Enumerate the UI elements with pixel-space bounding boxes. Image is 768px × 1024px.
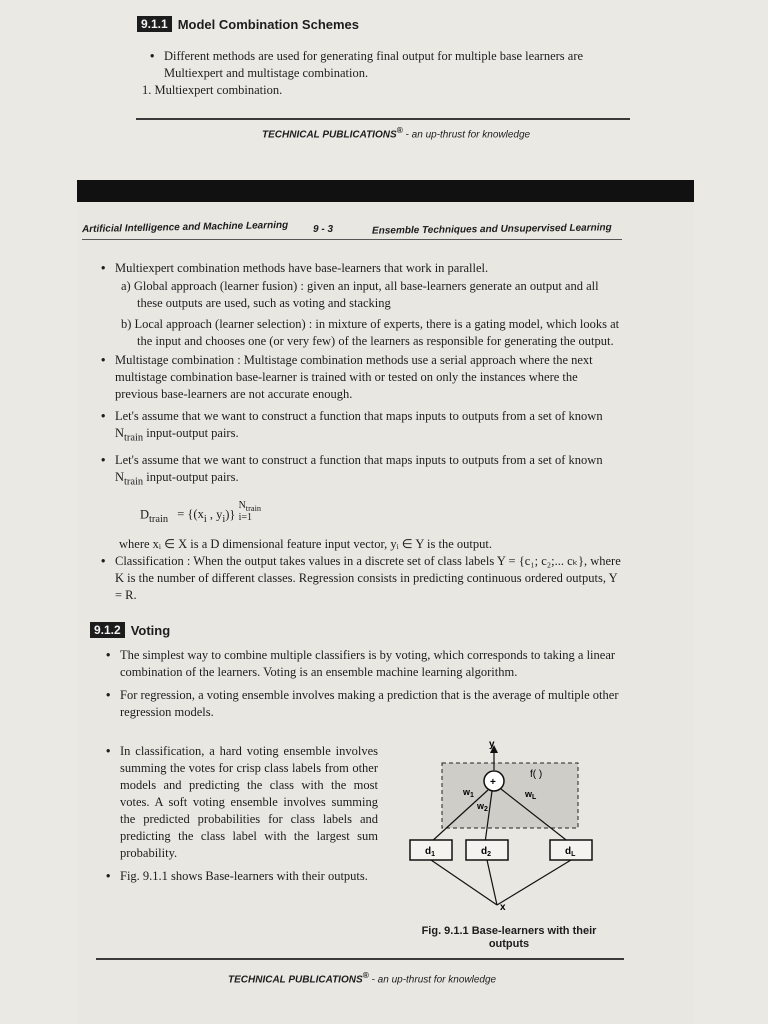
running-header-left: Artificial Intelligence and Machine Learning [81,219,289,236]
label-wl: $w_L$ [525,789,537,801]
label-x: x [500,902,506,913]
top-numbered-item: 1. Multiexpert combination. [142,83,283,97]
main-body [101,260,621,490]
top-footer: TECHNICAL PUBLICATIONS® - an up-thrust for knowledge [262,125,531,141]
section-number: 9.1.1 [137,16,172,32]
label-dl: $d_L$ [565,846,576,858]
section-heading-9-1-2 [90,622,170,638]
bullet-voting-2: • For regression, a voting ensemble involves making a prediction that is the average of multiple other regression models. [106,687,622,721]
base-learners-diagram [400,735,620,935]
edge-x-dl [497,860,571,905]
edge-x-d2 [487,860,497,905]
voting-section-title: Voting [130,622,171,638]
global-approach: a) Global approach (learner fusion) : given an input, all base-learners generate an output and all these outputs are used, such as voting and stacking [121,279,599,310]
bullet-construct-2: • Let's assume that we want to construct a function that maps inputs to outputs from a set of known $N_{train}$ input-output pairs. [101,452,621,491]
voting-section-number: 9.1.2 [90,622,125,638]
bullet-multistage: • Multistage combination : Multistage combination methods use a serial approach where the next multistage combination base-learner is trained with or tested on only the instances where the previous base-learners are not accurate enough. [101,352,621,403]
page-number: 9 - 3 [313,224,334,235]
bullet-voting-4: • Fig. 9.1.1 shows Base-learners with their outputs. [106,868,378,885]
label-d1: $d_1$ [425,846,436,858]
voting-body-narrow [106,743,378,885]
edge-x-d1 [431,860,497,905]
running-header-right: Ensemble Techniques and Unsupervised Learning [371,222,612,237]
page-gap-band [77,180,694,202]
label-w1: $w_1$ [463,787,474,799]
bullet-voting-1: • The simplest way to combine multiple classifiers is by voting, which corresponds to taking a linear combination of the learners. Voting is an ensemble machine learning algorithm. [106,647,622,681]
label-d2: $d_2$ [481,846,492,858]
label-w2: $w_2$ [477,801,488,813]
label-y: y [489,739,495,750]
top-bullet: • Different methods are used for generating final output for multiple base learners are Multiexpert and multistage combination. [150,48,640,82]
bullet-classification: • Classification : When the output takes values in a discrete set of class labels Y = {c₁; c₂;... cₖ}, where K is the number of different classes. Regression consists in predicting continuous ordered outputs, Y = R. [101,553,621,604]
where-line: where xᵢ ∈ X is a D dimensional feature input vector, yᵢ ∈ Y is the output. [119,537,492,551]
section-heading-9-1-1 [137,16,359,32]
bullet-construct-1: • Let's assume that we want to construct a function that maps inputs to outputs from a set of known $N_{train}$ input-output pairs. [101,408,621,447]
bottom-divider [96,958,624,960]
bullet-voting-3: • In classification, a hard voting ensemble involves summing the votes for crisp class labels from other models and predicting the class with the most votes. A soft voting ensemble involves summing the predicted probabilities for class labels and predicting the class label with the largest sum probability. [106,743,378,862]
voting-body [106,647,622,721]
classification-block [101,553,621,604]
local-approach: b) Local approach (learner selection) : in mixture of experts, there is a gating model, which looks at the input and chooses one (or very few) of the learners as responsible for generating the output. [121,317,620,348]
figure-caption: Fig. 9.1.1 Base-learners with their outputs [421,925,597,950]
top-bullet-list [150,48,640,82]
top-divider [136,118,630,120]
header-rule [82,239,622,240]
label-f: f( ) [530,769,543,780]
equation-dtrain: $D_{train} = \{(x_i$ , $y_i$)} $N_{train}$ i=1 [140,500,262,525]
bullet-multiexpert: • Multiexpert combination methods have base-learners that work in parallel. a) Global approach (learner fusion) : given an input, all base-learners generate an output and all these outputs are used, such as voting and stacking b) Local approach (learner selection) : in mixture of experts, there is a gating model, which looks at the input and chooses one (or very few) of the learners as responsible for generating the output. [101,260,621,350]
label-plus: + [490,777,496,788]
section-title: Model Combination Schemes [177,16,360,32]
bottom-footer: TECHNICAL PUBLICATIONS® - an up-thrust for knowledge [228,970,497,986]
